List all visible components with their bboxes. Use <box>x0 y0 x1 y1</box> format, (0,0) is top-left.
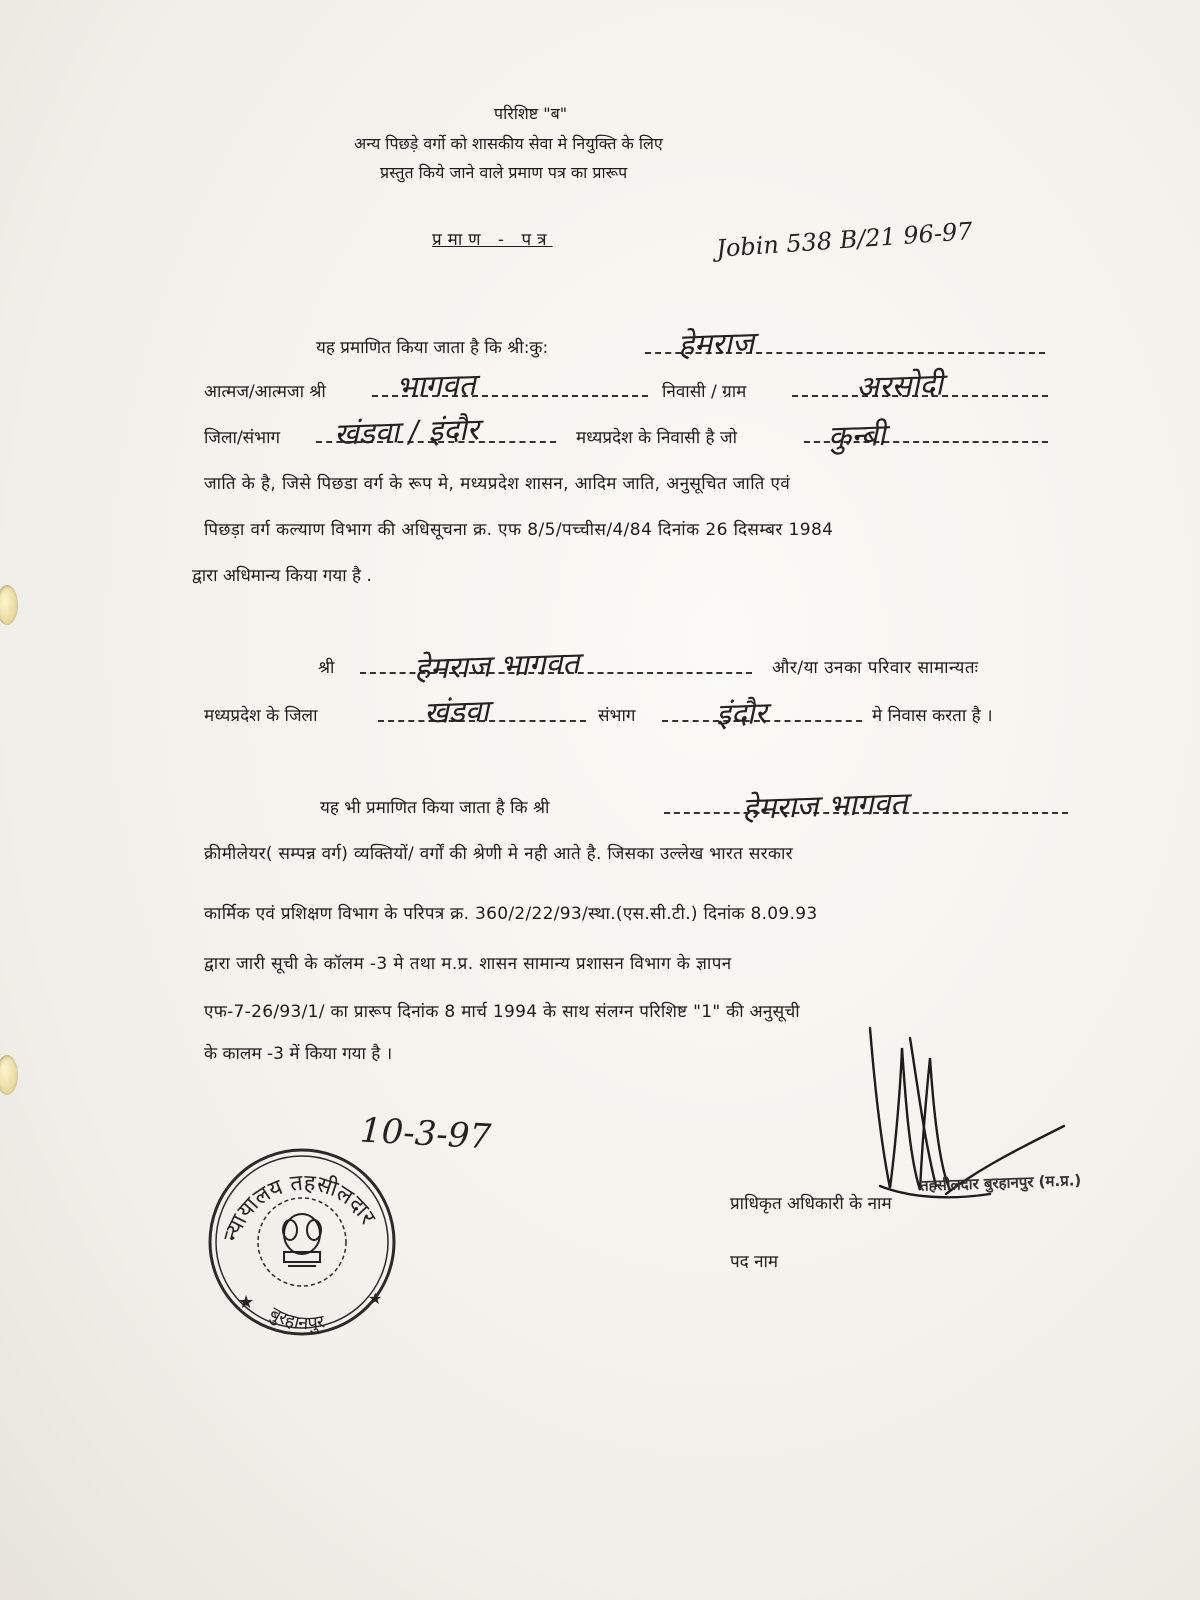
star-icon: ★ <box>238 1292 255 1313</box>
para1-line1-text: यह प्रमाणित किया जाता है कि श्री:कु: <box>316 338 549 358</box>
para2-line2-label-b: संभाग <box>598 706 636 726</box>
para1-line3-label-b: मध्यप्रदेश के निवासी है जो <box>576 428 737 448</box>
designation-stamp: तहसीलदार बुरहानपुर (म.प्र.) <box>919 1171 1082 1195</box>
handwritten-name: हेमराज <box>677 325 755 364</box>
para1-line5: पिछड़ा वर्ग कल्याण विभाग की अधिसूचना क्र. एफ 8/5/पच्चीस/4/84 दिनांक 26 दिसम्बर 1984 <box>204 520 834 540</box>
para3-line3: कार्मिक एवं प्रशिक्षण विभाग के परिपत्र क्र. 360/2/22/93/स्था.(एस.सी.टी.) दिनांक 8.09.93 <box>204 904 818 924</box>
handwritten-district: खंडवा <box>423 693 490 732</box>
handwritten-caste: कुन्बी <box>827 418 887 455</box>
reference-number-handwritten: Jobin 538 B/21 96-97 <box>715 217 974 263</box>
star-icon: ★ <box>368 1289 383 1308</box>
para3-line1-text: यह भी प्रमाणित किया जाता है कि श्री <box>320 798 550 818</box>
svg-text:न्यायालय तहसीलदार <box>219 1171 380 1245</box>
handwritten-name: हेमराज भागवत <box>413 646 580 687</box>
para1-line4: जाति के है, जिसे पिछडा वर्ग के रूप मे, मध्यप्रदेश शासन, आदिम जाति, अनुसूचित जाति एवं <box>204 474 791 494</box>
para1-line2-label-b: निवासी / ग्राम <box>662 382 747 402</box>
header-line-3: प्रस्तुत किये जाने वाले प्रमाण पत्र का प्रारूप <box>380 163 628 182</box>
para2-line1-label-a: श्री <box>318 658 335 678</box>
para3-line5: एफ-7-26/93/1/ का प्रारूप दिनांक 8 मार्च 1994 के साथ संलग्न परिशिष्ट "1" की अनुसूची <box>204 1002 800 1022</box>
seal-bottom-text: बुरहानपुर <box>265 1303 327 1335</box>
designation-label: पद नाम <box>730 1252 779 1272</box>
punch-hole <box>0 1055 18 1095</box>
certificate-title: प्रमाण - पत्र <box>432 230 553 250</box>
handwritten-division: इंदौर <box>715 696 768 733</box>
para3-line6: के कालम -3 में किया गया है । <box>204 1044 393 1064</box>
official-seal <box>198 1142 408 1342</box>
authorized-officer-label: प्राधिकृत अधिकारी के नाम <box>730 1194 892 1214</box>
handwritten-date: 10-3-97 <box>359 1110 493 1158</box>
handwritten-village: अरसोदी <box>855 367 944 406</box>
para3-line2: क्रीमीलेयर( सम्पन्न वर्ग) व्यक्तियों/ वर्गों की श्रेणी मे नही आते है. जिसका उल्लेख भारत सरकार <box>204 844 793 864</box>
para1-line6: द्वारा अधिमान्य किया गया है . <box>192 566 372 586</box>
handwritten-name: हेमराज भागवत <box>741 786 908 827</box>
para2-line2-label-c: मे निवास करता है । <box>872 706 993 726</box>
seal-top-text: न्यायालय तहसीलदार <box>219 1170 380 1245</box>
para1-line3-label-a: जिला/संभाग <box>204 428 281 448</box>
para2-line1-label-b: और/या उनका परिवार सामान्यतः <box>772 658 979 678</box>
para1-line2-label-a: आत्मज/आत्मजा श्री <box>204 382 326 402</box>
para3-line4: द्वारा जारी सूची के कॉलम -3 मे तथा म.प्र. शासन सामान्य प्रशासन विभाग के ज्ञापन <box>204 954 732 974</box>
handwritten-father-name: भागवत <box>395 367 477 406</box>
handwritten-district: खंडवा / इंदौर <box>333 412 480 453</box>
appendix-label: परिशिष्ट "ब" <box>494 104 568 123</box>
punch-hole <box>0 585 18 625</box>
header-line-2: अन्य पिछड़े वर्गो को शासकीय सेवा मे नियुक्ति के लिए <box>354 134 663 153</box>
para2-line2-label-a: मध्यप्रदेश के जिला <box>204 706 318 726</box>
